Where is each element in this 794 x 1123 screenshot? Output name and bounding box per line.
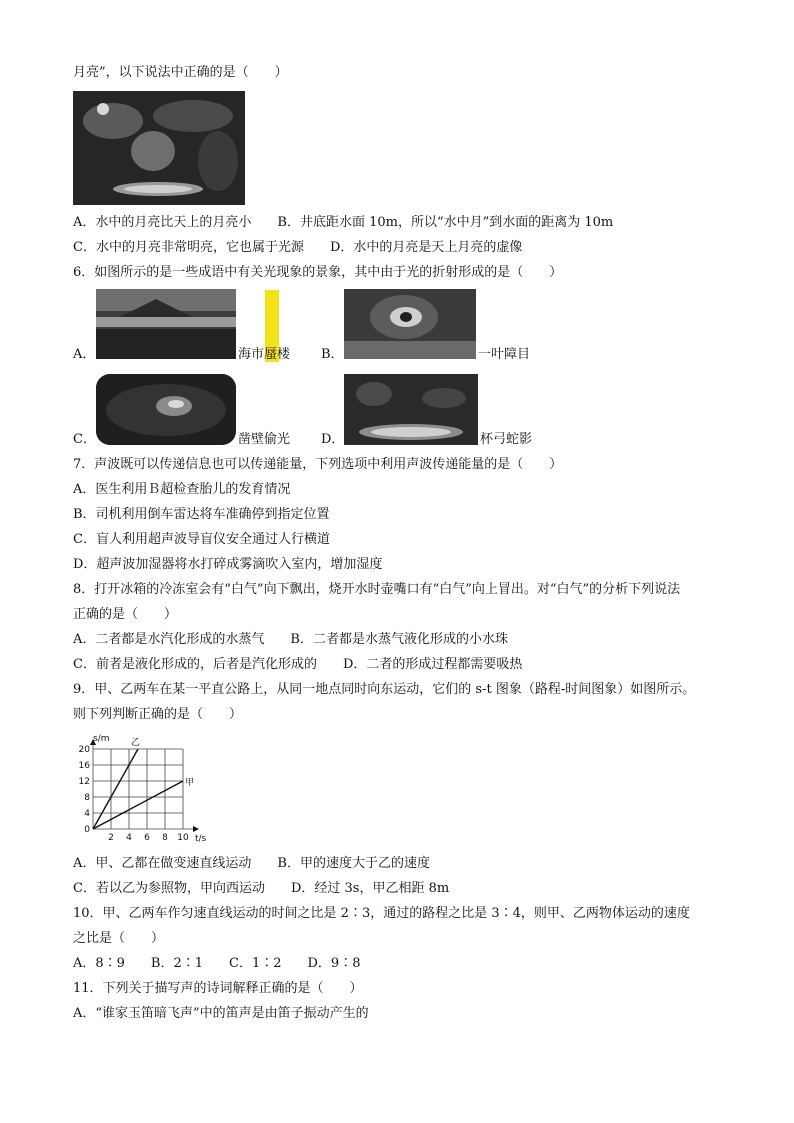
q8-options-row1: A．二者都是水汽化形成的水蒸气 B．二者都是水蒸气液化形成的小水珠 [73,632,508,647]
q10-options: A．8∶9 B．2∶1 C．1∶2 D．9∶8 [73,956,361,971]
q6-cup-bow-image [344,374,478,445]
graph-x-tick: 8 [162,833,168,843]
q6-option-a-letter: A． [73,347,96,362]
q6-mirage-image [96,289,236,359]
q5-options-row1: A．水中的月亮比天上的月亮小 B．井底距水面 10m，所以“水中月”到水面的距离为 10m [73,215,614,230]
graph-y-tick: 20 [78,745,90,755]
graph-y-tick: 12 [78,777,90,787]
q8-stem-line1: 8．打开冰箱的冷冻室会有“白气”向下飘出，烧开水时壶嘴口有“白气”向上冒出。对“白气”的分析下列说法 [73,582,681,597]
q9-options-row1: A．甲、乙都在做变速直线运动 B．甲的速度大于乙的速度 [73,856,430,871]
q9-options-row2: C．若以乙为参照物，甲向西运动 D．经过 3s，甲乙相距 8m [73,881,450,896]
q7-option-d: D．超声波加湿器将水打碎成雾滴吹入室内，增加湿度 [73,557,383,572]
q9-stem-line2: 则下列判断正确的是（ ） [73,707,243,722]
q5-moon-well-image [73,91,245,205]
q8-stem-line2: 正确的是（ ） [73,607,178,622]
q6-option-b-caption: 一叶障目 [478,347,531,362]
graph-x-tick: 2 [108,833,114,843]
q6-wall-light-image [96,374,236,445]
q7-stem: 7．声波既可以传递信息也可以传递能量，下列选项中利用声波传递能量的是（ ） [73,457,563,472]
graph-yi-label: 乙 [131,738,141,748]
q7-option-a: A．医生利用Ｂ超检查胎儿的发育情况 [73,482,291,497]
q11-option-a: A．“谁家玉笛暗飞声”中的笛声是由笛子振动产生的 [73,1006,369,1021]
graph-x-label: t/s [195,834,207,844]
q10-stem-line2: 之比是（ ） [73,931,165,946]
q9-stem-line1: 9．甲、乙两车在某一平直公路上，从同一地点同时向东运动，它们的 s-t 图象（路程-时间图象）如图所示。 [73,682,696,697]
q7-option-b: B．司机利用倒车雷达将车准确停到指定位置 [73,507,330,522]
q6-option-d-letter: D． [321,432,345,447]
graph-x-tick: 4 [126,833,132,843]
q10-stem-line1: 10．甲、乙两车作匀速直线运动的时间之比是 2∶3，通过的路程之比是 3∶4，则甲、乙两物体运动的速度 [73,906,690,921]
q6-leaf-eye-image [344,289,476,359]
q6-option-c-caption: 凿壁偷光 [238,432,291,447]
graph-x-tick: 10 [177,833,189,843]
q6-option-d-caption: 杯弓蛇影 [480,432,533,447]
q6-stem: 6．如图所示的是一些成语中有关光现象的景象，其中由于光的折射形成的是（ ） [73,265,563,280]
q6-option-c-letter: C． [73,432,96,447]
graph-x-tick: 6 [144,833,150,843]
q11-stem: 11．下列关于描写声的诗词解释正确的是（ ） [73,981,363,996]
graph-y-tick: 16 [78,761,90,771]
graph-jia-label: 甲 [185,778,195,788]
q5-options-row2: C．水中的月亮非常明亮，它也属于光源 D．水中的月亮是天上月亮的虚像 [73,240,523,255]
q8-options-row2: C．前者是液化形成的，后者是汽化形成的 D．二者的形成过程都需要吸热 [73,657,523,672]
graph-y-tick: 4 [84,809,90,819]
q9-st-graph [73,733,211,845]
q6-option-b-letter: B． [321,347,344,362]
graph-y-tick: 0 [84,825,90,835]
q5-stem-tail: 月亮”，以下说法中正确的是（ ） [73,65,288,80]
q7-option-c: C．盲人利用超声波导盲仪安全通过人行横道 [73,532,330,547]
graph-y-tick: 8 [84,793,90,803]
graph-y-label: s/m [93,734,110,744]
q6-option-a-caption: 海市蜃楼 [238,347,291,362]
